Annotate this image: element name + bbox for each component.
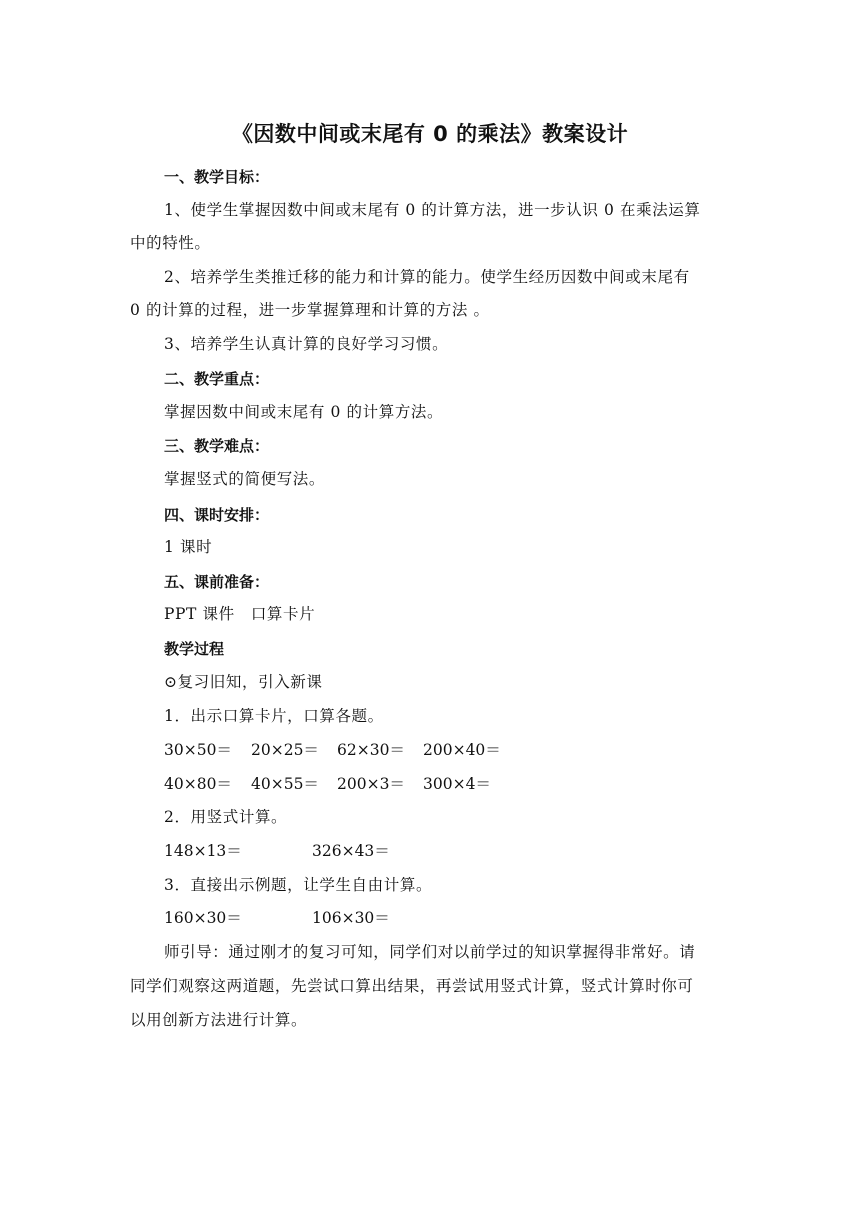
process-step-1: 1．出示口算卡片，口算各题。 xyxy=(164,707,384,725)
objective-1-line-2: 中的特性。 xyxy=(130,234,211,252)
vertical-calc-item: 326×43＝ xyxy=(312,842,390,860)
difficulties-heading: 三、教学难点： xyxy=(164,437,270,455)
oral-calc-item: 20×25＝ xyxy=(251,741,319,759)
objectives-heading: 一、教学目标： xyxy=(164,168,270,186)
oral-calc-row-1 xyxy=(164,740,774,760)
objective-3: 3、培养学生认真计算的良好学习习惯。 xyxy=(164,335,449,353)
guide-line-1: 师引导：通过刚才的复习可知，同学们对以前学过的知识掌握得非常好。请 xyxy=(164,943,696,961)
key-points-heading: 二、教学重点： xyxy=(164,370,270,388)
schedule-heading: 四、课时安排： xyxy=(164,506,270,524)
example-calc-row xyxy=(164,908,774,928)
schedule-text: 1 课时 xyxy=(164,538,213,556)
key-points-text: 掌握因数中间或末尾有 0 的计算方法。 xyxy=(164,403,444,421)
objective-1-line-1: 1、使学生掌握因数中间或末尾有 0 的计算方法，进一步认识 0 在乘法运算 xyxy=(164,201,701,219)
oral-calc-row-2 xyxy=(164,774,774,794)
document-title: 《因数中间或末尾有 0 的乘法》教案设计 xyxy=(231,122,629,146)
vertical-calc-row xyxy=(164,841,774,861)
objective-2-line-1: 2、培养学生类推迁移的能力和计算的能力。使学生经历因数中间或末尾有 xyxy=(164,268,690,286)
preparation-heading: 五、课前准备： xyxy=(164,573,270,591)
oral-calc-item: 40×55＝ xyxy=(251,775,319,793)
preparation-text: PPT 课件 口算卡片 xyxy=(164,605,316,623)
example-calc-item: 160×30＝ xyxy=(164,909,242,927)
objective-2-line-2: 0 的计算的过程，进一步掌握算理和计算的方法 。 xyxy=(130,301,490,319)
oral-calc-item: 200×3＝ xyxy=(337,775,405,793)
oral-calc-item: 30×50＝ xyxy=(164,741,232,759)
guide-line-2: 同学们观察这两道题，先尝试口算出结果，再尝试用竖式计算，竖式计算时你可 xyxy=(130,977,694,995)
example-calc-item: 106×30＝ xyxy=(312,909,390,927)
process-step-2: 2．用竖式计算。 xyxy=(164,808,288,826)
difficulties-text: 掌握竖式的简便写法。 xyxy=(164,470,326,488)
oral-calc-item: 300×4＝ xyxy=(423,775,491,793)
oral-calc-item: 62×30＝ xyxy=(337,741,405,759)
process-step-3: 3．直接出示例题，让学生自由计算。 xyxy=(164,876,433,894)
oral-calc-item: 40×80＝ xyxy=(164,775,232,793)
oral-calc-item: 200×40＝ xyxy=(423,741,501,759)
process-heading: 教学过程 xyxy=(164,640,225,658)
vertical-calc-item: 148×13＝ xyxy=(164,842,242,860)
process-section-1: ⊙复习旧知，引入新课 xyxy=(164,673,323,691)
guide-line-3: 以用创新方法进行计算。 xyxy=(130,1011,308,1029)
